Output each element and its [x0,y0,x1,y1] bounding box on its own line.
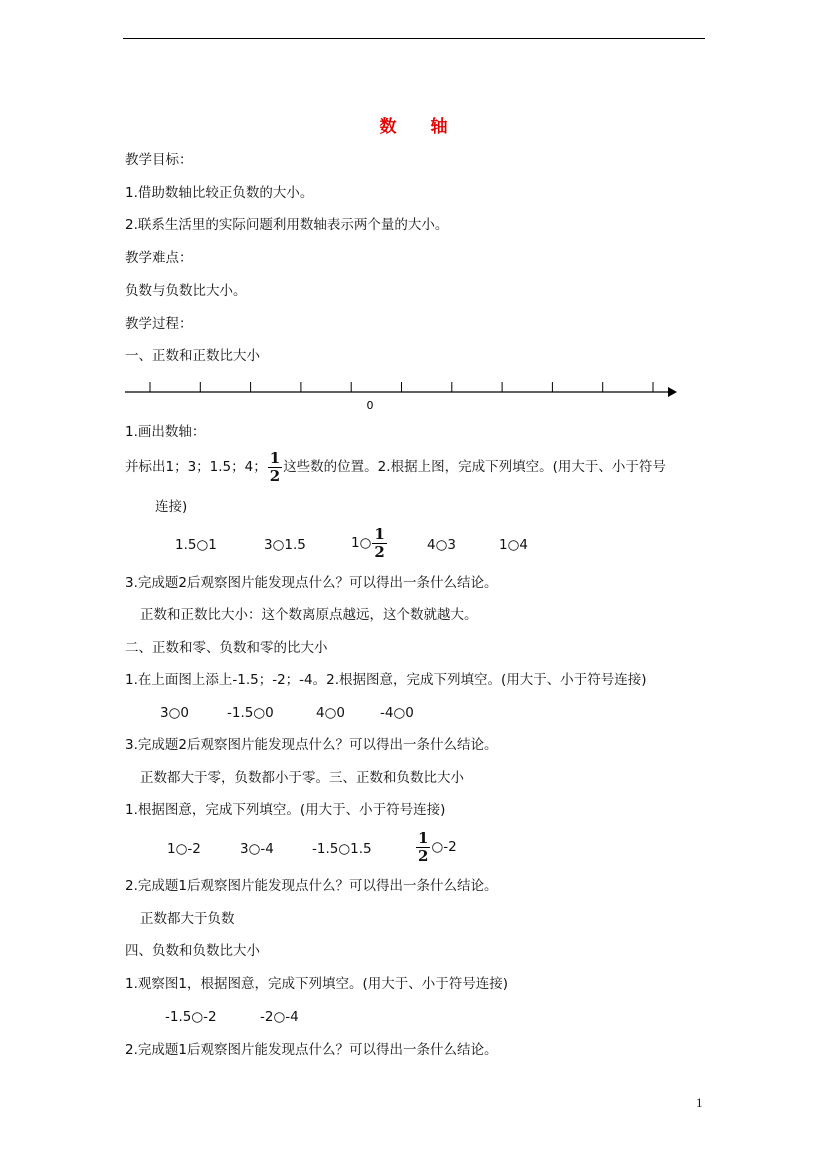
header-rule [123,38,705,39]
p1-q3: 3.完成题2后观察图片能发现点什么？可以得出一条什么结论。 [125,575,498,591]
axis-ticks [150,382,653,392]
p1-mark-b: 这些数的位置。2.根据上图，完成下列填空。(用大于、小于符号 [283,459,666,475]
p2-conclusion: 正数都大于零，负数都小于零。三、正数和负数比大小 [140,770,464,786]
difficulty-text: 负数与负数比大小。 [125,283,247,299]
goal-item-2: 2.联系生活里的实际问题利用数轴表示两个量的大小。 [125,217,449,233]
p3-conclusion: 正数都大于负数 [140,911,235,927]
part1-heading: 一、正数和正数比大小 [125,348,260,364]
p1-fill-3: 1○ $\frac{1}{2}$ [351,524,385,561]
p3-fill-2: 3○-4 [240,841,274,857]
p2-fill-4: -4○0 [380,705,414,721]
p2-q3: 3.完成题2后观察图片能发现点什么？可以得出一条什么结论。 [125,737,498,753]
number-line [120,376,685,414]
fraction-half: $\frac{1}{2}$ [374,524,385,561]
goal-heading: 教学目标： [125,152,193,168]
p1-fill-5: 1○4 [499,537,528,553]
page-title: 数 轴 [379,117,462,137]
p4-fill-1: -1.5○-2 [165,1009,217,1025]
goal-item-1: 1.借助数轴比较正负数的大小。 [125,185,314,201]
p3-fill-4: $\frac{1}{2}$ ○-2 [418,828,457,865]
p3-fill-3: -1.5○1.5 [312,841,372,857]
p1-fill-2: 3○1.5 [264,537,306,553]
p1-mark-line [125,449,666,485]
p3-fill-1: 1○-2 [167,841,201,857]
p2-q1: 1.在上面图上添上-1.5；-2；-4。2.根据图意，完成下列填空。(用大于、小于符号连接) [125,672,647,688]
p1-mark-a: 并标出1；3；1.5；4； [125,459,267,475]
part4-heading: 四、负数和负数比大小 [125,943,260,959]
p1-conclusion: 正数和正数比大小：这个数离原点越远，这个数就越大。 [140,607,478,623]
process-heading: 教学过程： [125,316,193,332]
p3-q1: 1.根据图意，完成下列填空。(用大于、小于符号连接) [125,802,446,818]
p1-mark-c: 连接) [155,499,188,515]
p2-fill-3: 4○0 [316,705,345,721]
p4-q2: 2.完成题1后观察图片能发现点什么？可以得出一条什么结论。 [125,1042,498,1058]
axis-arrow [668,387,677,397]
p1-fill-1: 1.5○1 [175,537,217,553]
difficulty-heading: 教学难点： [125,250,193,266]
part2-heading: 二、正数和零、负数和零的比大小 [125,640,328,656]
fraction-half: $\frac{1}{2}$ [269,448,281,485]
p4-fill-2: -2○-4 [260,1009,299,1025]
page-number: 1 [696,1095,703,1110]
p3-q2: 2.完成题1后观察图片能发现点什么？可以得出一条什么结论。 [125,878,498,894]
axis-zero-label: 0 [366,399,374,412]
p4-q1: 1.观察图1，根据图意，完成下列填空。(用大于、小于符号连接) [125,976,509,992]
p1-fill-4: 4○3 [427,537,456,553]
p2-fill-1: 3○0 [160,705,189,721]
fraction-half: $\frac{1}{2}$ [418,828,429,865]
p2-fill-2: -1.5○0 [227,705,274,721]
p1-draw: 1.画出数轴： [125,424,206,440]
